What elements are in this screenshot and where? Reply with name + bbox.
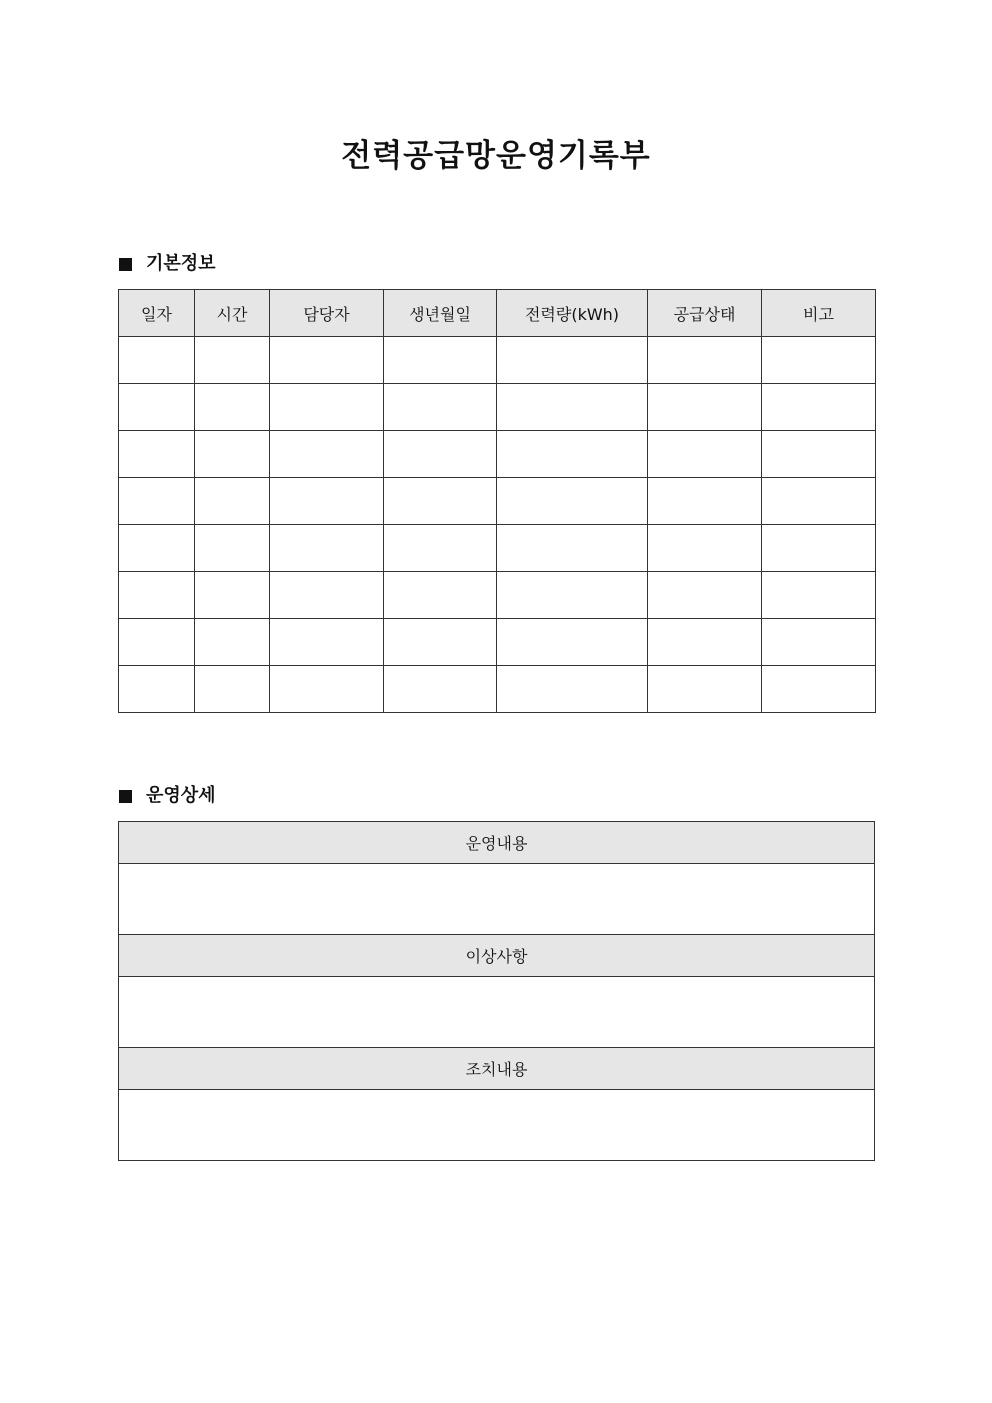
table-cell[interactable]	[648, 572, 762, 619]
table-cell[interactable]	[195, 525, 270, 572]
table-cell[interactable]	[497, 337, 648, 384]
detail-content-row	[119, 977, 875, 1048]
table-cell[interactable]	[384, 572, 497, 619]
column-header-manager: 담당자	[270, 290, 384, 337]
abnormality-label: 이상사항	[119, 935, 875, 977]
table-cell[interactable]	[384, 384, 497, 431]
basic-info-table	[118, 289, 876, 713]
table-cell[interactable]	[762, 431, 876, 478]
table-cell[interactable]	[270, 478, 384, 525]
table-cell[interactable]	[270, 384, 384, 431]
table-cell[interactable]	[497, 384, 648, 431]
operation-content-field[interactable]	[119, 864, 875, 935]
table-cell[interactable]	[270, 337, 384, 384]
table-cell[interactable]	[384, 619, 497, 666]
detail-content-row	[119, 864, 875, 935]
operation-detail-heading	[119, 784, 216, 808]
table-cell[interactable]	[270, 525, 384, 572]
table-cell[interactable]	[119, 384, 195, 431]
table-cell[interactable]	[119, 666, 195, 713]
detail-label-row	[119, 935, 875, 977]
table-cell[interactable]	[270, 619, 384, 666]
table-cell[interactable]	[384, 478, 497, 525]
table-cell[interactable]	[195, 478, 270, 525]
table-cell[interactable]	[497, 431, 648, 478]
table-row	[119, 525, 876, 572]
table-cell[interactable]	[497, 572, 648, 619]
table-cell[interactable]	[497, 666, 648, 713]
table-cell[interactable]	[762, 619, 876, 666]
table-cell[interactable]	[270, 431, 384, 478]
table-cell[interactable]	[270, 666, 384, 713]
table-cell[interactable]	[119, 478, 195, 525]
table-cell[interactable]	[762, 384, 876, 431]
page-title: 전력공급망운영기록부	[341, 138, 651, 174]
table-cell[interactable]	[270, 572, 384, 619]
detail-content-row	[119, 1090, 875, 1161]
table-cell[interactable]	[119, 337, 195, 384]
table-row	[119, 666, 876, 713]
table-cell[interactable]	[384, 431, 497, 478]
table-cell[interactable]	[384, 525, 497, 572]
table-cell[interactable]	[762, 337, 876, 384]
basic-info-heading	[119, 252, 216, 276]
table-cell[interactable]	[648, 431, 762, 478]
table-row	[119, 478, 876, 525]
table-cell[interactable]	[195, 384, 270, 431]
square-bullet-icon	[119, 790, 132, 803]
table-cell[interactable]	[119, 619, 195, 666]
table-cell[interactable]	[762, 525, 876, 572]
column-header-remarks: 비고	[762, 290, 876, 337]
operation-detail-heading-label: 운영상세	[146, 785, 216, 806]
table-row	[119, 619, 876, 666]
column-header-supply-status: 공급상태	[648, 290, 762, 337]
basic-info-heading-label: 기본정보	[146, 253, 216, 274]
detail-label-row	[119, 822, 875, 864]
action-taken-field[interactable]	[119, 1090, 875, 1161]
column-header-time: 시간	[195, 290, 270, 337]
table-cell[interactable]	[195, 619, 270, 666]
operation-detail-table	[118, 821, 875, 1161]
table-cell[interactable]	[384, 666, 497, 713]
table-cell[interactable]	[497, 619, 648, 666]
table-cell[interactable]	[119, 431, 195, 478]
abnormality-field[interactable]	[119, 977, 875, 1048]
table-cell[interactable]	[648, 666, 762, 713]
table-cell[interactable]	[648, 619, 762, 666]
table-cell[interactable]	[762, 666, 876, 713]
table-cell[interactable]	[762, 572, 876, 619]
table-row	[119, 337, 876, 384]
basic-info-header-row	[119, 290, 876, 337]
detail-label-row	[119, 1048, 875, 1090]
table-cell[interactable]	[195, 666, 270, 713]
operation-content-label: 운영내용	[119, 822, 875, 864]
table-cell[interactable]	[119, 572, 195, 619]
table-row	[119, 572, 876, 619]
table-cell[interactable]	[648, 337, 762, 384]
table-cell[interactable]	[497, 525, 648, 572]
table-cell[interactable]	[195, 572, 270, 619]
table-cell[interactable]	[648, 525, 762, 572]
column-header-birthdate: 생년월일	[384, 290, 497, 337]
table-cell[interactable]	[384, 337, 497, 384]
square-bullet-icon	[119, 258, 132, 271]
column-header-power-kwh: 전력량(kWh)	[497, 290, 648, 337]
table-cell[interactable]	[195, 431, 270, 478]
table-cell[interactable]	[648, 384, 762, 431]
table-row	[119, 384, 876, 431]
table-cell[interactable]	[119, 525, 195, 572]
table-cell[interactable]	[195, 337, 270, 384]
table-cell[interactable]	[648, 478, 762, 525]
table-row	[119, 431, 876, 478]
table-cell[interactable]	[497, 478, 648, 525]
action-taken-label: 조치내용	[119, 1048, 875, 1090]
column-header-date: 일자	[119, 290, 195, 337]
table-cell[interactable]	[762, 478, 876, 525]
